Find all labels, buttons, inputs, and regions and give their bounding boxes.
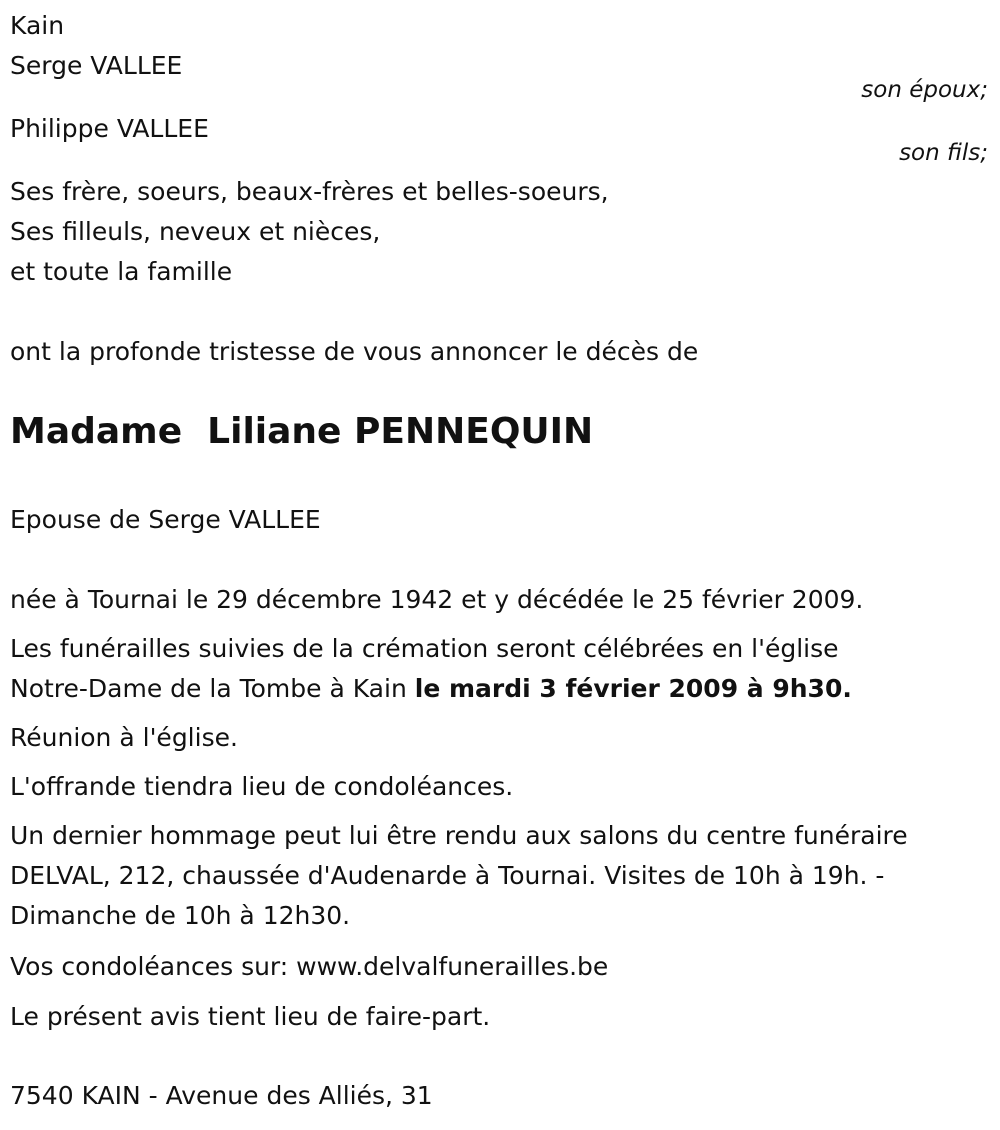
son-relation: son fils; — [899, 140, 988, 166]
funeral-location: Notre-Dame de la Tombe à Kain — [10, 674, 415, 703]
birth-death-text: née à Tournai le 29 décembre 1942 et y décédée le 25 février 2009. — [10, 585, 864, 614]
meeting-text: Réunion à l'église. — [10, 723, 238, 752]
funeral-text-line1: Les funérailles suivies de la crémation seront célébrées en l'église — [10, 634, 839, 663]
tribute-text-line3: Dimanche de 10h à 12h30. — [10, 901, 351, 930]
spouse-of-text: Epouse de Serge VALLEE — [10, 505, 321, 534]
offering-text: L'offrande tiendra lieu de condoléances. — [10, 772, 514, 801]
address-text: 7540 KAIN - Avenue des Alliés, 31 — [10, 1081, 433, 1110]
family-line: Ses frère, soeurs, beaux-frères et belles-soeurs, — [10, 177, 609, 206]
place-name: Kain — [10, 11, 65, 40]
funeral-date: le mardi 3 février 2009 à 9h30. — [414, 674, 852, 703]
tribute-text-line2: DELVAL, 212, chaussée d'Audenarde à Tournai. Visites de 10h à 19h. - — [10, 861, 885, 890]
tribute-text-line1: Un dernier hommage peut lui être rendu aux salons du centre funéraire — [10, 821, 908, 850]
condolences-text: Vos condoléances sur: www.delvalfunerailles.be — [10, 952, 609, 981]
notice-text: Le présent avis tient lieu de faire-part. — [10, 1002, 491, 1031]
announcement-text: ont la profonde tristesse de vous annoncer le décès de — [10, 337, 699, 366]
family-line: Ses filleuls, neveux et nièces, — [10, 217, 381, 246]
son-name: Philippe VALLEE — [10, 114, 209, 143]
spouse-name: Serge VALLEE — [10, 51, 183, 80]
family-line: et toute la famille — [10, 257, 233, 286]
deceased-name: Madame Liliane PENNEQUIN — [10, 411, 594, 452]
spouse-relation: son époux; — [861, 77, 988, 103]
funeral-text-line2 — [10, 669, 852, 709]
